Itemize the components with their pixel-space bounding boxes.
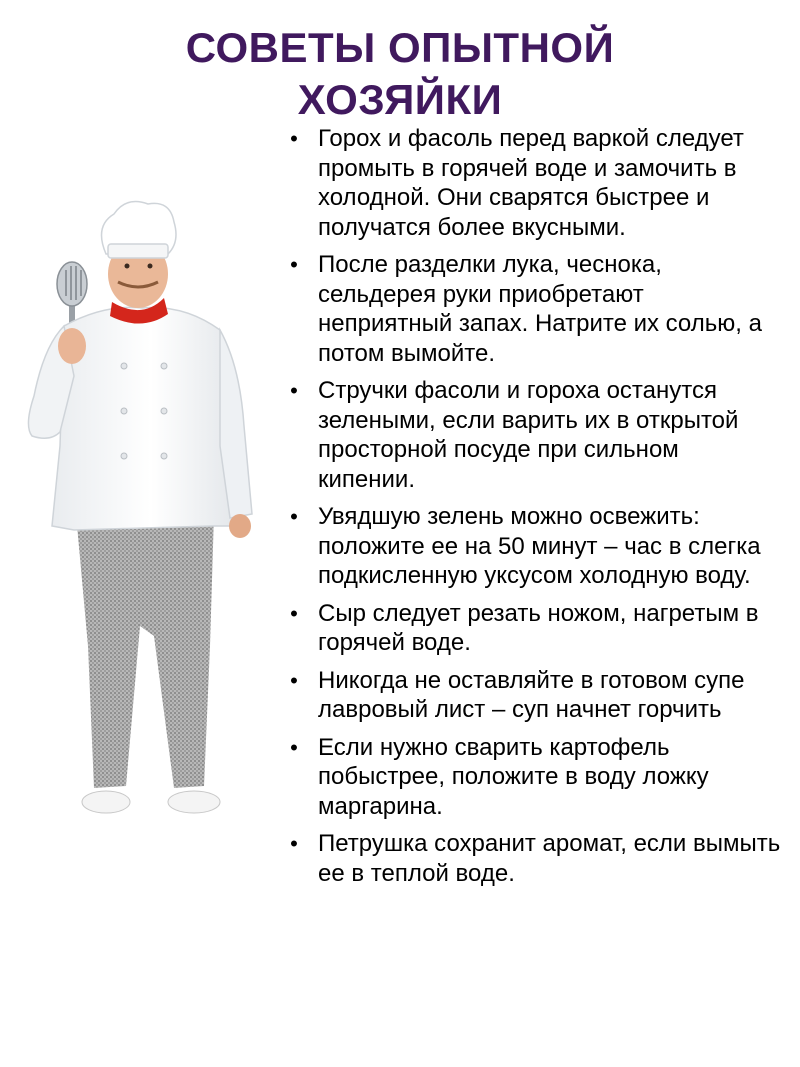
tip-item xyxy=(282,376,782,494)
tip-text: Горох и фасоль перед варкой следует промыть в горячей воде и замочить в холодной. Они сварятся быстрее и получатся более вкусными. xyxy=(318,125,744,241)
bullet-dot-icon: • xyxy=(290,734,298,760)
tip-item xyxy=(282,829,782,888)
title-line-2: ХОЗЯЙКИ xyxy=(297,76,503,123)
tip-text: Петрушка сохранит аромат, если вымыть ее в теплой воде. xyxy=(318,830,781,887)
tips-list xyxy=(282,124,782,896)
bullet-dot-icon: • xyxy=(290,667,298,693)
tip-item xyxy=(282,666,782,725)
bullet-dot-icon: • xyxy=(290,126,298,151)
tip-item xyxy=(282,599,782,658)
bullet-dot-icon: • xyxy=(290,600,298,626)
bullet-dot-icon: • xyxy=(290,378,298,403)
bullet-dot-icon: • xyxy=(290,831,298,856)
chef-photo-icon xyxy=(14,196,264,826)
tip-item xyxy=(282,124,782,242)
bullet-dot-icon: • xyxy=(290,504,298,529)
tip-text: После разделки лука, чеснока, сельдерея руки приобретают неприятный запах. Натрите их солью, а потом вымойте. xyxy=(318,251,762,367)
tip-text: Увядшую зелень можно освежить: положите ее на 50 минут – час в слегка подкисленную уксусом холодную воду. xyxy=(318,503,761,589)
tip-item xyxy=(282,502,782,591)
tip-text: Если нужно сварить картофель побыстрее, положите в воду ложку маргарина. xyxy=(318,733,709,820)
tip-text: Стручки фасоли и гороха останутся зелеными, если варить их в открытой просторной посуде при сильном кипении. xyxy=(318,377,739,493)
page-title xyxy=(0,22,800,126)
tip-text: Никогда не оставляйте в готовом супе лавровый лист – суп начнет горчить xyxy=(318,666,745,723)
bullet-dot-icon: • xyxy=(290,252,298,277)
tip-text: Сыр следует резать ножом, нагретым в горячей воде. xyxy=(318,599,759,656)
title-line-1: СОВЕТЫ ОПЫТНОЙ xyxy=(185,24,615,71)
tip-item xyxy=(282,733,782,822)
tip-item xyxy=(282,250,782,368)
